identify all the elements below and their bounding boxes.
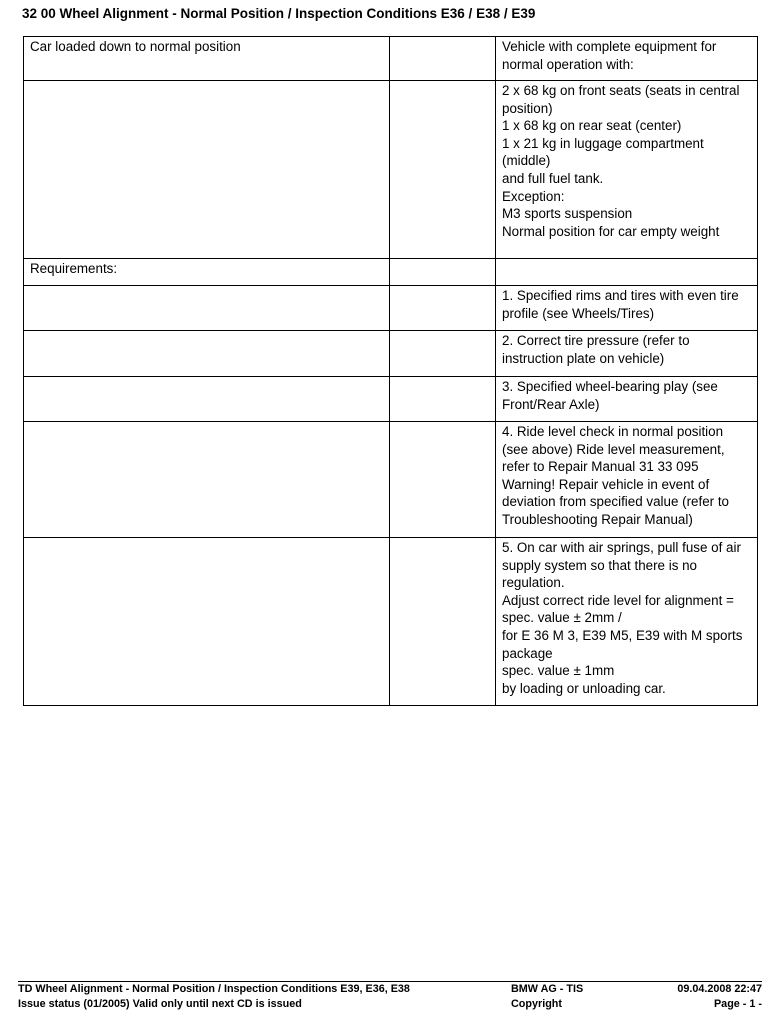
row-description-cell	[496, 377, 758, 422]
row-label-cell	[24, 422, 390, 538]
row-label-cell	[24, 286, 390, 331]
description-line: profile (see Wheels/Tires)	[502, 305, 655, 321]
description-line: 1 x 68 kg on rear seat (center)	[502, 118, 682, 134]
description-line: 5. On car with air springs, pull fuse of air	[502, 540, 741, 555]
footer-datetime: 09.04.2008 22:47	[677, 983, 762, 995]
description-line: (see above) Ride level measurement,	[502, 441, 725, 457]
description-line: Vehicle with complete equipment for	[502, 39, 717, 54]
row-blank-cell	[390, 37, 496, 81]
description-line: deviation from specified value (refer to	[502, 494, 730, 510]
row-description-cell	[496, 422, 758, 538]
description-line: instruction plate on vehicle)	[502, 350, 665, 366]
description-line: 2. Correct tire pressure (refer to	[502, 333, 690, 348]
row-description-cell	[496, 259, 758, 286]
description-line: package	[502, 645, 553, 661]
row-description-cell	[496, 37, 758, 81]
description-line: regulation.	[502, 575, 565, 591]
table-row	[24, 331, 758, 377]
description-line: Normal position for car empty weight	[502, 223, 720, 239]
description-line: Troubleshooting Repair Manual)	[502, 511, 693, 527]
page-footer	[18, 981, 762, 1014]
row-label-cell	[24, 377, 390, 422]
row-description-cell	[496, 331, 758, 377]
table-row	[24, 377, 758, 422]
description-line: 2 x 68 kg on front seats (seats in central	[502, 83, 740, 98]
row-label-cell: Requirements:	[24, 259, 390, 286]
description-line: 1. Specified rims and tires with even tire	[502, 288, 739, 303]
table-row	[24, 538, 758, 706]
footer-issue-status: Issue status (01/2005) Valid only until next CD is issued	[18, 998, 302, 1010]
footer-page-number: Page - 1 -	[713, 998, 762, 1010]
row-description-cell	[496, 81, 758, 259]
inspection-conditions-table	[23, 36, 758, 706]
description-line: Exception:	[502, 188, 565, 204]
page-title: 32 00 Wheel Alignment - Normal Position / Inspection Conditions E36 / E38 / E39	[22, 6, 536, 21]
table-row	[24, 422, 758, 538]
row-blank-cell	[390, 538, 496, 706]
table-row	[24, 259, 758, 286]
description-line: M3 sports suspension	[502, 206, 633, 222]
row-blank-cell	[390, 331, 496, 377]
row-label-cell	[24, 81, 390, 259]
row-label-cell	[24, 331, 390, 377]
row-blank-cell	[390, 286, 496, 331]
row-description-cell	[496, 538, 758, 706]
description-line: Warning! Repair vehicle in event of	[502, 476, 710, 492]
row-blank-cell	[390, 81, 496, 259]
footer-copyright: Copyright	[511, 998, 562, 1010]
description-line: (middle)	[502, 153, 551, 169]
description-line: normal operation with:	[502, 56, 634, 72]
row-description-cell	[496, 286, 758, 331]
description-line: Adjust correct ride level for alignment =	[502, 592, 734, 608]
description-line: 4. Ride level check in normal position	[502, 424, 724, 439]
table-row	[24, 286, 758, 331]
row-blank-cell	[390, 377, 496, 422]
description-line: and full fuel tank.	[502, 170, 604, 186]
footer-publisher: BMW AG - TIS	[511, 983, 584, 995]
description-line: supply system so that there is no	[502, 557, 698, 573]
description-line: 3. Specified wheel-bearing play (see	[502, 379, 718, 394]
description-line: position)	[502, 100, 553, 116]
row-blank-cell	[390, 422, 496, 538]
description-line: spec. value ± 1mm	[502, 663, 615, 679]
table-row	[24, 37, 758, 81]
row-blank-cell	[390, 259, 496, 286]
description-line: for E 36 M 3, E39 M5, E39 with M sports	[502, 627, 743, 643]
footer-doc-title: TD Wheel Alignment - Normal Position / Inspection Conditions E39, E36, E38	[18, 983, 410, 995]
description-line: 1 x 21 kg in luggage compartment	[502, 135, 704, 151]
row-label-cell	[24, 538, 390, 706]
table-row	[24, 81, 758, 259]
description-line: by loading or unloading car.	[502, 680, 666, 696]
description-line: refer to Repair Manual 31 33 095	[502, 459, 699, 475]
description-line: Front/Rear Axle)	[502, 396, 600, 412]
row-label-cell: Car loaded down to normal position	[24, 37, 390, 81]
description-line: spec. value ± 2mm /	[502, 610, 622, 626]
